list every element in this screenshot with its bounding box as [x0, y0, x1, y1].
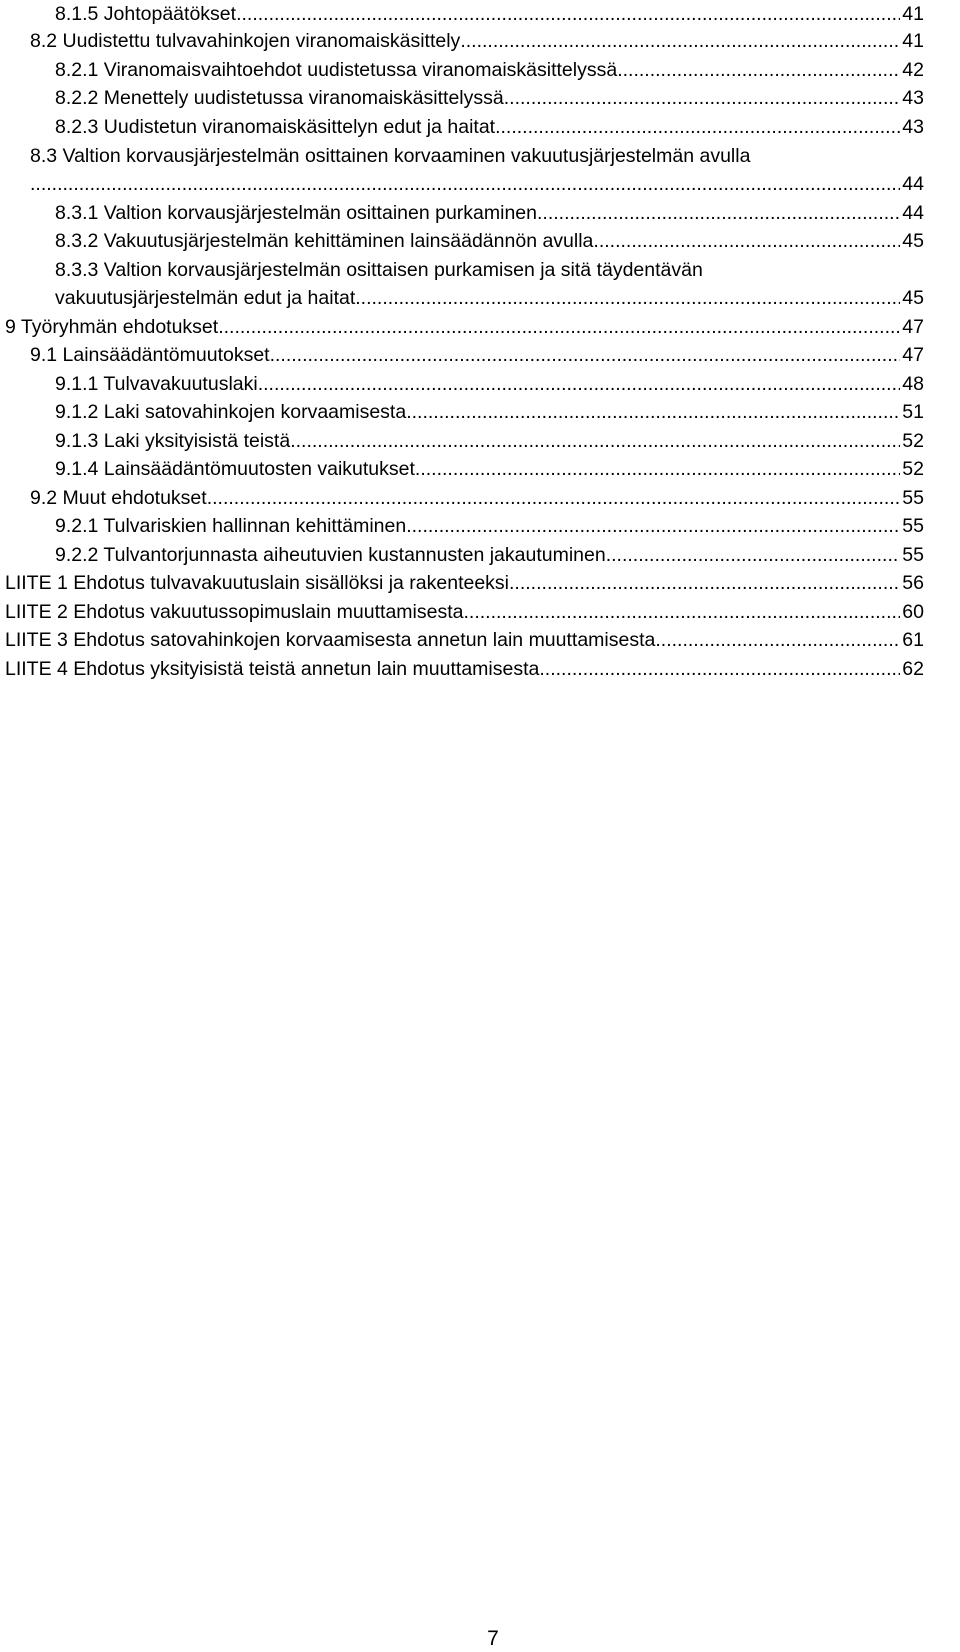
- dot-leader: [504, 84, 901, 112]
- toc-entry-9-1-2[interactable]: [55, 398, 924, 426]
- toc-entry-title: 8.2 Uudistettu tulvavahinkojen viranomaiskäsittely: [30, 30, 461, 52]
- dot-leader: [270, 341, 901, 369]
- toc-entry-page: 43: [902, 87, 924, 109]
- dot-leader: [207, 484, 901, 512]
- toc-entry-9[interactable]: [5, 313, 924, 341]
- toc-entry-title: 9.1 Lainsäädäntömuutokset: [30, 344, 270, 366]
- dot-leader: [537, 199, 900, 227]
- toc-entry-title: 9.2.1 Tulvariskien hallinnan kehittäminen: [55, 515, 407, 537]
- toc-entry-8-3-3-line2[interactable]: [55, 284, 924, 312]
- toc-entry-liite-3[interactable]: [5, 626, 924, 654]
- toc-entry-title: 8.2.1 Viranomaisvaihtoehdot uudistetussa viranomaiskäsittelyssä: [55, 59, 618, 81]
- toc-entry-title: 8.3.1 Valtion korvausjärjestelmän osittainen purkaminen: [55, 202, 537, 224]
- toc-entry-page: 43: [902, 116, 924, 138]
- toc-entry-title: 9.1.1 Tulvavakuutuslaki: [55, 373, 258, 395]
- toc-entry-liite-4[interactable]: [5, 655, 924, 683]
- toc-entry-title: 8.3 Valtion korvausjärjestelmän osittainen korvaaminen vakuutusjärjestelmän avulla: [30, 145, 751, 167]
- toc-entry-9-1[interactable]: [30, 341, 924, 369]
- toc-entry-page: 41: [902, 30, 924, 52]
- toc-entry-page: 45: [902, 230, 924, 252]
- toc-entry-page: 52: [902, 430, 924, 452]
- dot-leader: [593, 227, 900, 255]
- toc-entry-page: 42: [902, 59, 924, 81]
- toc-entry-title-continued: vakuutusjärjestelmän edut ja haitat: [55, 287, 356, 309]
- toc-entry-page: 44: [902, 173, 924, 195]
- toc-entry-page: 55: [902, 544, 924, 566]
- toc-entry-title: 9.1.2 Laki satovahinkojen korvaamisesta: [55, 401, 407, 423]
- toc-entry-8-3-2[interactable]: [55, 227, 924, 255]
- toc-entry-title: 8.3.3 Valtion korvausjärjestelmän osittaisen purkamisen ja sitä täydentävän: [55, 259, 703, 281]
- toc-entry-9-2[interactable]: [30, 484, 924, 512]
- dot-leader: [617, 56, 900, 84]
- toc-entry-liite-1[interactable]: [5, 569, 924, 597]
- toc-entry-title: LIITE 1 Ehdotus tulvavakuutuslain sisällöksi ja rakenteeksi: [5, 572, 510, 594]
- toc-entry-title: 9.1.4 Lainsäädäntömuutosten vaikutukset: [55, 458, 415, 480]
- dot-leader: [415, 455, 900, 483]
- toc-entry-9-1-1[interactable]: [55, 370, 924, 398]
- dot-leader: [606, 541, 901, 569]
- toc-entry-8-3-line2[interactable]: [30, 170, 924, 198]
- dot-leader: [290, 427, 900, 455]
- dot-leader: [30, 170, 900, 198]
- dot-leader: [460, 27, 900, 55]
- toc-entry-8-3-line1[interactable]: [30, 142, 924, 170]
- toc-entry-title: 8.2.2 Menettely uudistetussa viranomaiskäsittelyssä: [55, 87, 504, 109]
- page-number: 7: [487, 1627, 499, 1650]
- toc-entry-title: 8.3.2 Vakuutusjärjestelmän kehittäminen lainsäädännön avulla: [55, 230, 594, 252]
- toc-entry-page: 47: [902, 316, 924, 338]
- dot-leader: [406, 512, 900, 540]
- toc-entry-title: 8.1.5 Johtopäätökset: [55, 3, 237, 25]
- dot-leader: [406, 398, 900, 426]
- toc-entry-page: 56: [902, 572, 924, 594]
- toc-entry-9-2-1[interactable]: [55, 512, 924, 540]
- toc-entry-page: 47: [902, 344, 924, 366]
- dot-leader: [655, 626, 900, 654]
- toc-entry-page: 48: [902, 373, 924, 395]
- dot-leader: [218, 313, 900, 341]
- toc-entry-8-2-1[interactable]: [55, 56, 924, 84]
- toc-entry-title: LIITE 4 Ehdotus yksityisistä teistä annetun lain muuttamisesta: [5, 658, 540, 680]
- toc-entry-8-2-3[interactable]: [55, 113, 924, 141]
- toc-entry-page: 41: [902, 3, 924, 25]
- toc-entry-page: 51: [902, 401, 924, 423]
- toc-entry-liite-2[interactable]: [5, 598, 924, 626]
- toc-entry-page: 44: [902, 202, 924, 224]
- toc-entry-title: 9.1.3 Laki yksityisistä teistä: [55, 430, 291, 452]
- toc-entry-8-2[interactable]: [30, 27, 924, 55]
- toc-entry-title: LIITE 2 Ehdotus vakuutussopimuslain muuttamisesta: [5, 601, 464, 623]
- toc-entry-page: 52: [902, 458, 924, 480]
- toc-entry-title: 8.2.3 Uudistetun viranomaiskäsittelyn edut ja haitat: [55, 116, 496, 138]
- toc-entry-9-1-4[interactable]: [55, 455, 924, 483]
- dot-leader: [495, 113, 900, 141]
- dot-leader: [258, 370, 901, 398]
- dot-leader: [463, 598, 900, 626]
- toc-entry-page: 55: [902, 515, 924, 537]
- toc-entry-8-3-3-line1[interactable]: [55, 256, 924, 284]
- toc-entry-page: 61: [902, 629, 924, 651]
- toc-entry-8-2-2[interactable]: [55, 84, 924, 112]
- toc-entry-title: 9.2 Muut ehdotukset: [30, 487, 207, 509]
- toc-entry-8-1-5[interactable]: [55, 0, 924, 28]
- toc-entry-page: 60: [902, 601, 924, 623]
- dot-leader: [236, 0, 900, 28]
- dot-leader: [355, 284, 900, 312]
- toc-entry-title: 9.2.2 Tulvantorjunnasta aiheutuvien kustannusten jakautuminen: [55, 544, 606, 566]
- dot-leader: [539, 655, 900, 683]
- toc-entry-page: 62: [902, 658, 924, 680]
- toc-entry-9-1-3[interactable]: [55, 427, 924, 455]
- toc-entry-page: 55: [902, 487, 924, 509]
- toc-entry-page: 45: [902, 287, 924, 309]
- toc-entry-8-3-1[interactable]: [55, 199, 924, 227]
- toc-entry-title: LIITE 3 Ehdotus satovahinkojen korvaamisesta annetun lain muuttamisesta: [5, 629, 656, 651]
- dot-leader: [509, 569, 900, 597]
- toc-entry-title: 9 Työryhmän ehdotukset: [5, 316, 219, 338]
- toc-entry-9-2-2[interactable]: [55, 541, 924, 569]
